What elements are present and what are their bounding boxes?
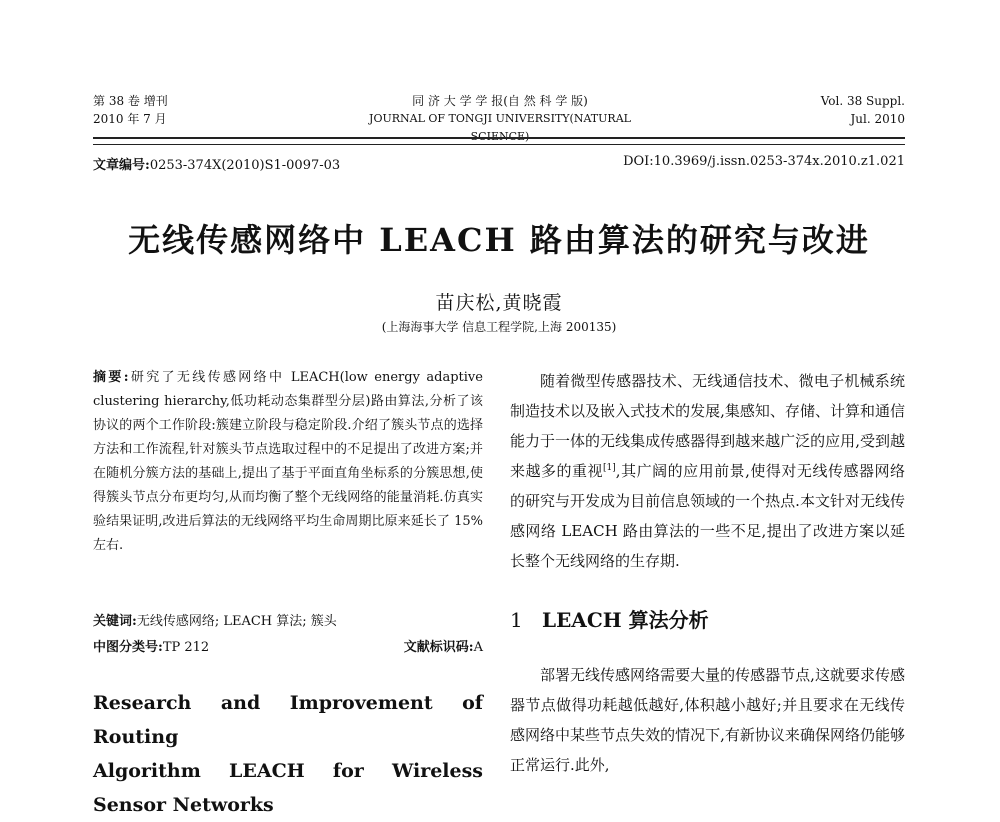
abstract-label: 摘要: [93,370,129,385]
keywords-text: 无线传感网络; LEACH 算法; 簇头 [136,614,337,629]
keywords [93,610,483,629]
doc-code-label: 文献标识码: [403,640,474,655]
clc-value: TP 212 [162,640,210,655]
en-word: for [332,760,364,782]
citation-ref: [1] [603,463,616,473]
doc-code-value: A [473,640,483,655]
header-date-en: Jul. 2010 [850,112,905,126]
authors: 苗庆松,黄晓霞 [435,292,563,314]
article-number [93,154,340,173]
en-word: Routing [93,726,179,748]
section-heading [510,604,709,633]
doc-code [404,636,483,655]
section-title: LEACH 算法分析 [542,608,709,632]
header-volume-block [93,92,168,128]
article-number-value: 0253-374X(2010)S1-0097-03 [149,158,341,173]
intro-paragraph [510,366,905,576]
header-volume-en-block [821,92,905,128]
intro-text-a: 随着微型传感器技术、无线通信技术、微电子机械系统制造技术以及嵌入式技术的发展,集感知、存储、计算和通信能力于一体的无线集成传感器得到越来越广泛的应用,受到越来越多的重视 [510,372,905,480]
article-number-label: 文章编号: [93,158,150,173]
english-title [93,686,483,822]
en-word: and [220,692,261,714]
header-date: 2010 年 7 月 [93,112,167,126]
section-number: 1 [510,608,523,632]
en-word: Algorithm [93,760,201,782]
abstract [93,366,483,558]
journal-name-cn: 同 济 大 学 学 报(自 然 科 学 版) [412,94,588,108]
clc-label: 中图分类号: [93,640,163,655]
en-word: Wireless [391,760,484,782]
header-divider [93,137,905,145]
header-volume-en: Vol. 38 Suppl. [820,94,905,108]
paper-title: 无线传感网络中 LEACH 路由算法的研究与改进 [128,221,870,259]
english-title-line1 [93,686,483,754]
en-word: Improvement [289,692,433,714]
en-word: Research [93,692,192,714]
keywords-label: 关键词: [93,614,137,629]
header-volume: 第 38 卷 增刊 [93,94,168,108]
en-word: LEACH [229,760,305,782]
english-title-line2 [93,754,483,788]
classification [93,636,483,655]
abstract-text: 研究了无线传感网络中 LEACH(low energy adaptive clustering hierarchy,低功耗动态集群型分层)路由算法,分析了该协议的两个工作阶段:簇建立阶段与稳定阶段.介绍了簇头节点的选择方法和工作流程,针对簇头节点选取过程中的不足提出了改进方案;并在随机分簇方法的基础上,提出了基于平面直角坐标系的分簇思想,使得簇头节点分布更均匀,从而均衡了整个无线网络的能量消耗.仿真实验结果证明,改进后算法的无线网络平均生命周期比原来延长了 15%左右. [93,370,483,553]
section-paragraph: 部署无线传感网络需要大量的传感器节点,这就要求传感器节点做得功耗越低越好,体积越小越好;并且要求在无线传感网络中某些节点失效的情况下,有新协议来确保网络仍能够正常运行.此外, [510,666,905,774]
english-title-line3: Sensor Networks [93,794,274,816]
journal-name-en: JOURNAL OF TONGJI UNIVERSITY(NATURAL SCIENCE) [369,112,631,143]
en-word: of [462,692,483,714]
affiliation: (上海海事大学 信息工程学院,上海 200135) [381,320,617,334]
doi: DOI:10.3969/j.issn.0253-374x.2010.z1.021 [623,154,905,169]
intro-text-b: ,其广阔的应用前景,使得对无线传感器网络的研究与开发成为目前信息领域的一个热点.本文针对无线传感网络 LEACH 路由算法的一些不足,提出了改进方案以延长整个无线网络的生存期. [510,462,905,570]
